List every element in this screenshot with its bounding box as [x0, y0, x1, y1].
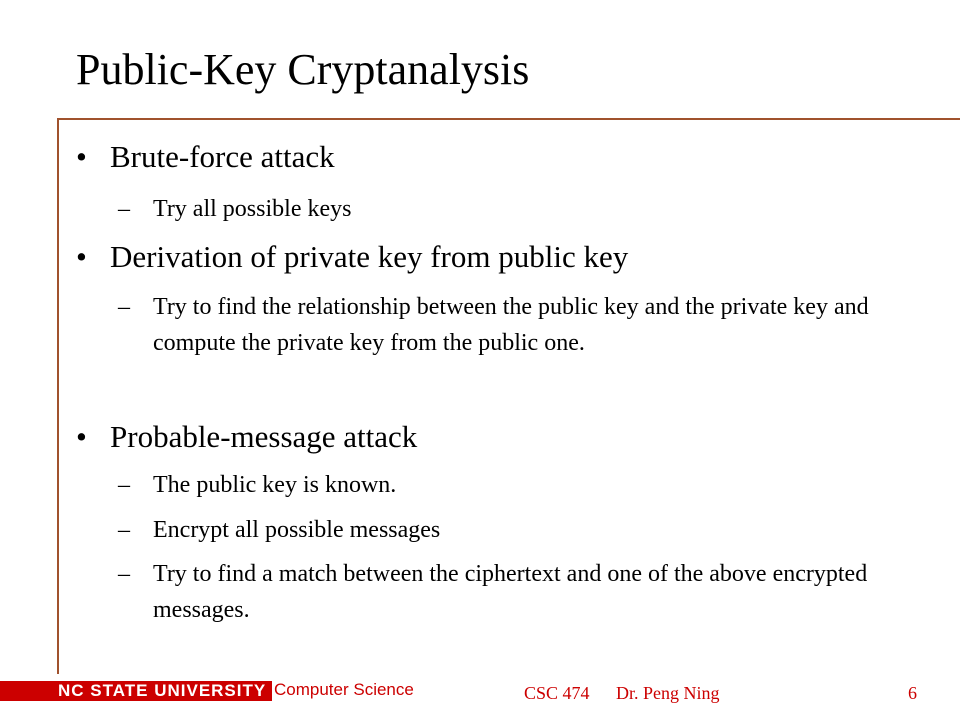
dash-icon: – [118, 517, 130, 543]
sub-item-text: Encrypt all possible messages [153, 517, 441, 543]
bullet-text: Brute-force attack [110, 139, 335, 174]
university-logo-bar [0, 681, 272, 701]
dash-icon: – [118, 561, 130, 587]
author-name: Dr. Peng Ning [616, 683, 720, 703]
page-number: 6 [908, 683, 917, 703]
dash-icon: – [118, 472, 130, 498]
bullet-icon: • [76, 239, 87, 274]
title-divider [57, 118, 960, 120]
department-name: Computer Science [274, 680, 414, 699]
sub-item-text: Try to find the relationship between the public key and the private key and compute the private key from the public one. [153, 294, 869, 356]
course-code: CSC 474 [524, 683, 590, 703]
bullet-text: Probable-message attack [110, 419, 418, 454]
sub-item-text: The public key is known. [153, 472, 397, 498]
slide-title: Public-Key Cryptanalysis [76, 45, 530, 94]
dash-icon: – [118, 196, 130, 222]
sub-item-text: Try all possible keys [153, 196, 352, 222]
university-name: NC STATE UNIVERSITY [58, 681, 267, 700]
sub-item-text: Try to find a match between the ciphertext and one of the above encrypted messages. [153, 561, 868, 623]
bullet-icon: • [76, 419, 87, 454]
bullet-text: Derivation of private key from public key [110, 239, 629, 274]
left-margin-rule [57, 118, 59, 674]
dash-icon: – [118, 294, 130, 320]
bullet-icon: • [76, 139, 87, 174]
